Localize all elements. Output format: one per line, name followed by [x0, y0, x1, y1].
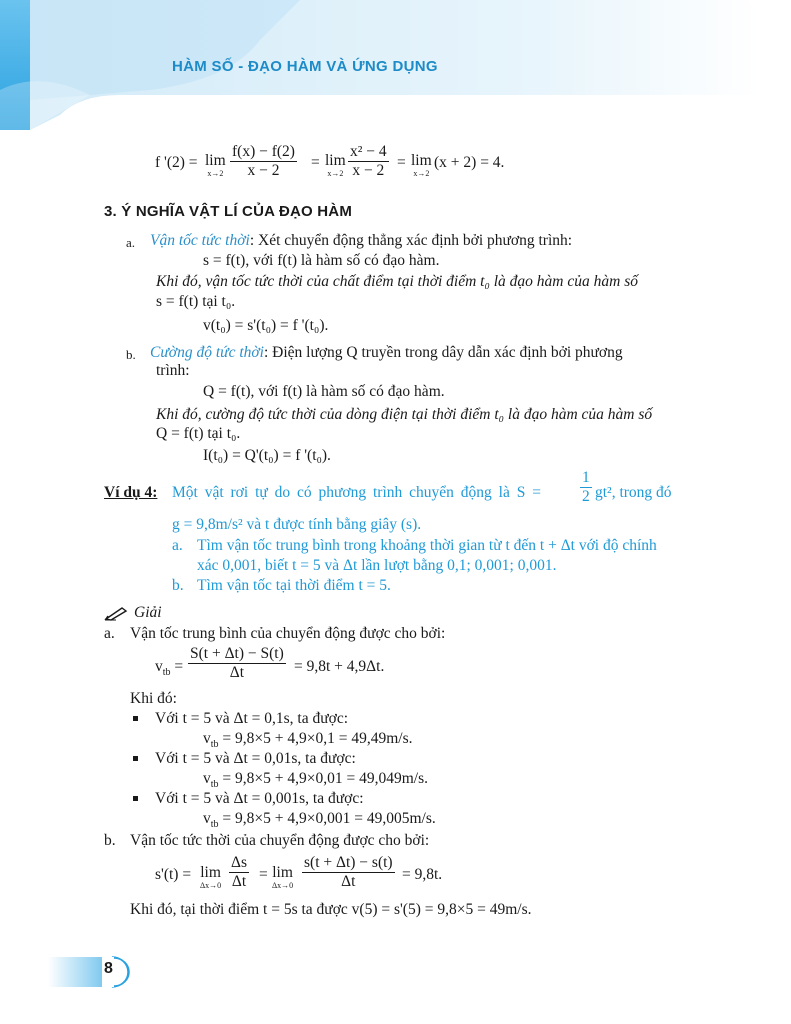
lim-word: lim: [200, 864, 221, 881]
item-b-text: : Điện lượng Q truyền trong dây dẫn xác định bởi phương: [263, 344, 623, 361]
bullet: [133, 756, 138, 761]
section-title: 3. Ý NGHĨA VẬT LÍ CỦA ĐẠO HÀM: [104, 203, 353, 220]
case-condition: Với t = 5 và Δt = 0,1s, ta được:: [155, 710, 349, 727]
fraction-st: [302, 854, 395, 891]
vtb-fraction: [188, 645, 286, 682]
limit-2: [325, 153, 346, 178]
fraction-numerator: 1: [582, 469, 590, 486]
result-formula: I(t₀) = Q'(t₀) = f '(t₀).: [203, 447, 331, 464]
fraction-numerator: f(x) − f(2): [232, 143, 295, 160]
solution-b-text: Vận tốc tức thời của chuyển động được cho bởi:: [130, 832, 430, 849]
fraction-denominator: Δt: [231, 873, 247, 890]
item-marker: a.: [104, 625, 115, 642]
sprime-lhs: s'(t) =: [155, 866, 192, 883]
question-a-cont: xác 0,001, biết t = 5 và Δt lần lượt bằng 0,1; 0,001; 0,001.: [197, 557, 557, 574]
equation: Q = f(t), với f(t) là hàm số có đạo hàm.: [203, 383, 445, 400]
lim-subscript: x→2: [207, 169, 224, 178]
fraction-denominator: x − 2: [247, 162, 280, 179]
fraction-denominator: x − 2: [352, 162, 385, 179]
result-formula: v(t₀) = s'(t₀) = f '(t₀).: [203, 317, 329, 334]
fraction-denominator: Δt: [341, 873, 356, 890]
vtb-rhs: = 9,8t + 4,9Δt.: [294, 658, 385, 675]
khi-do: Khi đó:: [130, 690, 177, 707]
case-result: $v_{tb} = 9,8\times 5 + 4,9\times 0,1 = 49,49m/s$.: [203, 730, 413, 751]
bullet: [133, 716, 138, 721]
lim-subscript: x→2: [327, 169, 344, 178]
page-number-tab: [48, 955, 138, 989]
definition-text: s = f(t) tại t₀.: [156, 293, 236, 310]
fraction-numerator: S(t + Δt) − S(t): [190, 645, 284, 662]
limit-1: [205, 153, 226, 178]
item-b-text-cont: trình:: [156, 362, 190, 379]
definition-text: Khi đó, cường độ tức thời của dòng điện tại thời điểm t₀ là đạo hàm của hàm số: [156, 406, 653, 423]
formula-lhs: f '(2) =: [155, 154, 198, 171]
formula-tail: (x + 2) = 4.: [434, 154, 505, 171]
fraction-numerator: x² − 4: [350, 143, 387, 160]
item-marker: b.: [104, 832, 116, 849]
pen-icon: [104, 605, 130, 621]
lim-word: lim: [411, 152, 432, 169]
question-a: Tìm vận tốc trung bình trong khoảng thời gian từ t đến t + Δt với độ chính: [197, 537, 657, 554]
example-label: Ví dụ 4:: [104, 484, 158, 501]
final-answer: Khi đó, tại thời điểm t = 5s ta được v(5) = s'(5) = 9,8×5 = 49m/s.: [130, 901, 532, 918]
definition-text: Q = f(t) tại t₀.: [156, 425, 241, 442]
limit-3: [411, 153, 432, 178]
limit-sp-1: [200, 865, 221, 890]
case-result: $v_{tb} = 9,8\times 5 + 4,9\times 0,01 = 49,049m/s$.: [203, 770, 429, 791]
lim-subscript: Δx→0: [200, 881, 222, 890]
bullet: [133, 796, 138, 801]
equals-sign: =: [397, 154, 406, 171]
lim-word: lim: [205, 152, 226, 169]
equation: s = f(t), với f(t) là hàm số có đạo hàm.: [203, 252, 440, 269]
lim-subscript: x→2: [413, 169, 430, 178]
sprime-rhs: = 9,8t.: [402, 866, 443, 883]
item-marker: b.: [126, 347, 136, 362]
item-b-line: [150, 343, 623, 362]
fraction-1: [230, 143, 297, 180]
solution-a-text: Vận tốc trung bình của chuyển động được cho bởi:: [130, 625, 446, 642]
case-condition: Với t = 5 và Δt = 0,001s, ta được:: [155, 790, 364, 807]
item-a-text: : Xét chuyển động thẳng xác định bởi phương trình:: [249, 232, 573, 249]
term-current: Cường độ tức thời: [150, 344, 264, 361]
item-marker: a.: [126, 235, 136, 250]
term-velocity: Vận tốc tức thời: [150, 232, 250, 249]
fraction-numerator: s(t + Δt) − s(t): [304, 854, 393, 871]
fraction-2: [348, 143, 389, 180]
question-marker: a.: [172, 537, 183, 554]
definition-text: Khi đó, vận tốc tức thời của chất điểm tại thời điểm t₀ là đạo hàm của hàm số: [156, 273, 638, 290]
item-a-line: [150, 231, 572, 250]
case-condition: Với t = 5 và Δt = 0,01s, ta được:: [155, 750, 356, 767]
lim-word: lim: [325, 152, 346, 169]
fraction-numerator: Δs: [231, 854, 247, 871]
equals-sign: =: [259, 866, 268, 883]
page-number: 8: [104, 960, 113, 977]
equals-sign: =: [311, 154, 320, 171]
fraction-ds-dt: [229, 854, 249, 891]
vtb-lhs: $v_{tb}$ =: [155, 658, 184, 679]
lim-subscript: Δx→0: [272, 881, 294, 890]
limit-sp-2: [272, 865, 293, 890]
header-title: HÀM SỐ - ĐẠO HÀM VÀ ỨNG DỤNG: [172, 58, 438, 75]
solution-title: Giải: [134, 604, 162, 621]
question-marker: b.: [172, 577, 184, 594]
fraction-denominator: Δt: [229, 664, 245, 681]
example-text-tail: gt², trong đó: [595, 484, 672, 501]
case-result: $v_{tb} = 9,8\times 5 + 4,9\times 0,001 = 49,005m/s$.: [203, 810, 436, 831]
question-b: Tìm vận tốc tại thời điểm t = 5.: [197, 577, 391, 594]
example-text: Một vật rơi tự do có phương trình chuyển động là S =: [172, 484, 541, 501]
fraction-half: [580, 469, 592, 506]
lim-word: lim: [272, 864, 293, 881]
fraction-denominator: 2: [582, 488, 590, 505]
example-text-2: g = 9,8m/s² và t được tính bằng giây (s).: [172, 516, 422, 533]
